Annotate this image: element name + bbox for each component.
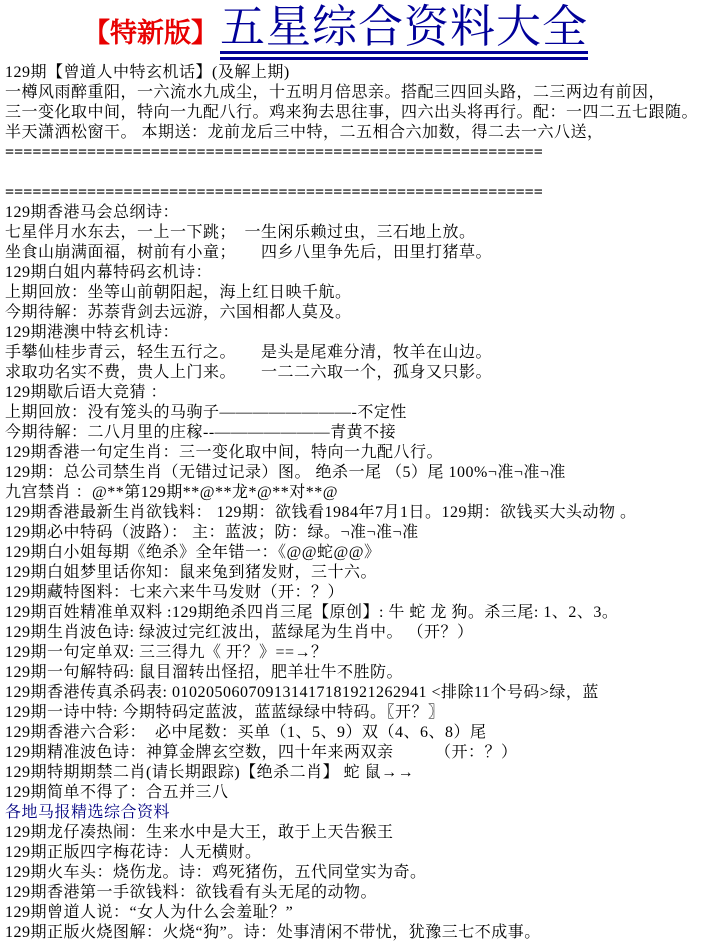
text-line: 129期必中特码（波路）： 主：蓝波；防：绿。¬准¬准¬准	[5, 524, 419, 542]
edition-tag: 【特新版】	[83, 18, 218, 48]
text-line: 129期一诗中特: 今期特码定蓝波，蓝蓝绿绿中特码。〖开？〗	[5, 704, 445, 722]
text-line: 129期香港马会总纲诗：	[5, 204, 180, 222]
text-line: 129期正版四字梅花诗：人无横财。	[5, 844, 262, 862]
text-line: 129期特期期禁二肖(请长期跟踪)【绝杀二肖】 蛇 鼠→→	[5, 764, 415, 782]
text-line: 129期：总公司禁生肖（无错过记录）图。 绝杀一尾 （5）尾 100%¬准¬准¬准	[5, 464, 566, 482]
text-line: 求取功名实不费，贵人上门来。 一二二六取一个，孤身又只影。	[5, 364, 493, 382]
text-line: 129期一句定单双: 三三得九《 开？》==→？	[5, 644, 328, 662]
separator-line: ===========================================================	[5, 184, 543, 202]
text-line: 129期港澳中特玄机诗：	[5, 324, 180, 342]
blank-line	[5, 163, 719, 183]
text-line: 129期精准波色诗：神算金牌玄空数，四十年来两双亲 （开：？）	[5, 744, 518, 762]
text-line: 三一变化取中间，特向一九配八行。鸡来狗去思往事，四六出头将再行。配：一四二五七跟随。	[5, 104, 699, 122]
text-line: 129期曾道人说：“女人为什么会羞耻？”	[5, 904, 294, 922]
text-line: 七星伴月水东去，一上一下跳； 一生闲乐赖过虫，三石地上放。	[5, 224, 476, 242]
text-line: 129期【曾道人中特玄机话】(及解上期)	[5, 64, 290, 82]
text-line: 129期一句解特码: 鼠目溜转出怪招，肥羊壮牛不胜防。	[5, 664, 403, 682]
section-header: 各地马报精选综合资料	[5, 804, 171, 822]
text-line: 129期藏特图料：七来六来牛马发财（开：？）	[5, 584, 345, 602]
text-line: 129期百姓精准单双料 :129期绝杀四肖三尾【原创】: 牛 蛇 龙 狗。杀三尾: 1、2、3。	[5, 604, 619, 622]
text-line: 坐食山崩满面福，树前有小童； 四乡八里争先后，田里打猪草。	[5, 244, 493, 262]
text-line: 129期香港第一手欲钱料：欲钱看有头无尾的动物。	[5, 884, 378, 902]
page-title	[5, 4, 719, 60]
separator-line: ===========================================================	[5, 144, 543, 162]
text-line: 129期简单不得了：合五并三八	[5, 784, 229, 802]
text-line: 129期龙仔凑热闹：生来水中是大王，敢于上天告猴王	[5, 824, 394, 842]
text-line: 今期待解：苏萘背剑去远游，六国相都人莫及。	[5, 304, 352, 322]
text-line: 九宫禁肖 ：@**第129期**@**龙*@**对**@	[5, 484, 338, 502]
text-line: 129期歇后语大竞猜 ：	[5, 384, 168, 402]
text-line: 129期火车头：烧伤龙。诗：鸡死猪伤，五代同堂实为奇。	[5, 864, 427, 882]
text-line: 129期香港一句定生肖：三一变化取中间，特向一九配八行。	[5, 444, 444, 462]
text-line: 今期待解：二八月里的庄稼--———————青黄不接	[5, 424, 397, 442]
text-line: 上期回放：没有笼头的马驹子————————-不定性	[5, 404, 407, 422]
text-line: 129期白姐内幕特码玄机诗：	[5, 264, 213, 282]
content-lines	[5, 63, 719, 943]
text-line: 129期香港六合彩： 必中尾数：买单（1、5、9）双（4、6、8）尾	[5, 724, 487, 742]
main-title: 五星综合资料大全	[220, 4, 588, 60]
text-line: 129期白姐梦里话你知：鼠来兔到猪发财，三十六。	[5, 564, 378, 582]
text-line: 上期回放：坐等山前朝阳起，海上红日映千航。	[5, 284, 352, 302]
text-line: 129期香港传真杀码表: 010205060709131417181921262941 <排除11个号码>绿，蓝	[5, 684, 599, 702]
text-line: 129期正版火烧图解：火烧“狗”。诗：处事清闲不带忧，犹豫三七不成事。	[5, 924, 541, 942]
text-line: 129期生肖波色诗: 绿波过完红波出，蓝绿尾为生肖中。 （开？）	[5, 624, 474, 642]
text-line: 129期白小姐每期《绝杀》全年错一：《@@蛇@@》	[5, 544, 381, 562]
text-line: 半天潇洒松窗干。 本期送：龙前龙后三中特，二五相合六加数，得二去一六八送，	[5, 124, 604, 142]
text-line: 一樽风雨醉重阳，一六流水九成尘，十五明月倍思亲。搭配三四回头路，二三两边有前因，	[5, 84, 666, 102]
text-line: 129期香港最新生肖欲钱料： 129期：欲钱看1984年7月1日。129期：欲钱买大头动物 。	[5, 504, 637, 522]
text-line: 手攀仙桂步青云，轻生五行之。 是头是尾难分清，牧羊在山边。	[5, 344, 493, 362]
